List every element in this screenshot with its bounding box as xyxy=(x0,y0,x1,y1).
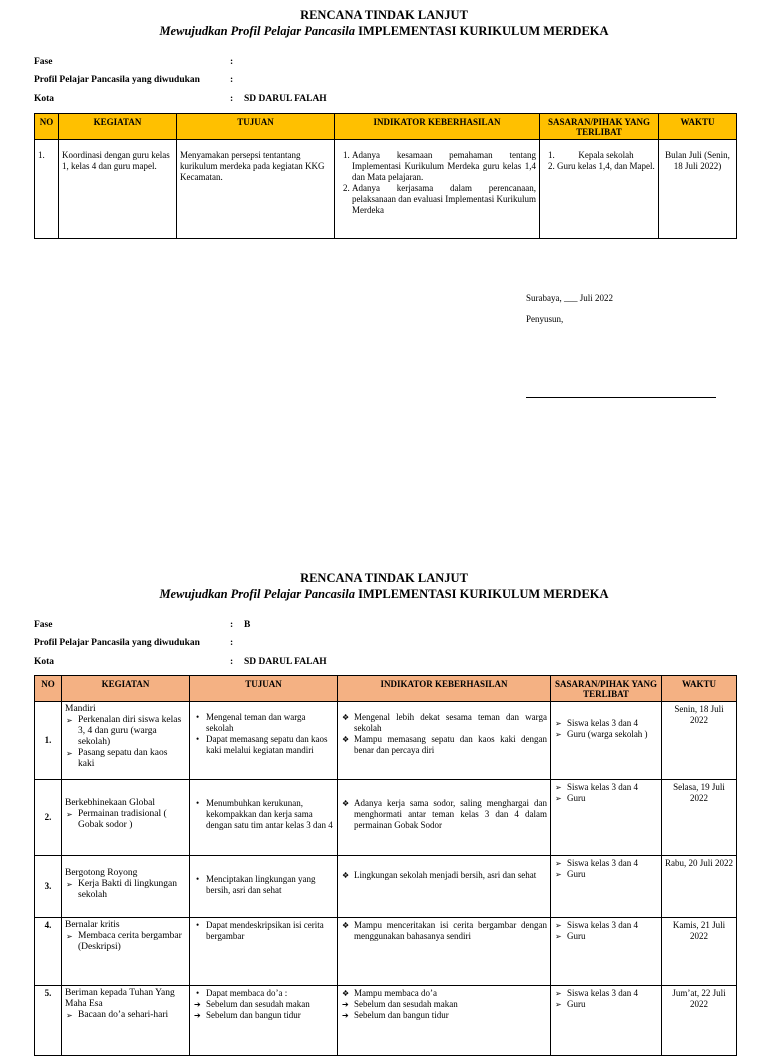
cell-sasaran xyxy=(551,986,662,1056)
meta-label: Kota xyxy=(34,657,55,667)
list-item: ➢ Membaca cerita bergambar (Deskripsi) xyxy=(78,931,186,953)
table-row xyxy=(35,918,737,986)
list-item: ❖ Adanya kerja sama sodor, saling menghargai dan menghormati antar teman kelas 3 dan 4 dalam permainan Gobak Sodor xyxy=(354,798,547,831)
cell-no: 1. xyxy=(35,702,62,780)
kegiatan-title: Beriman kepada Tuhan Yang Maha Esa xyxy=(65,988,175,1009)
list-item: ➔ Sebelum dan sesudah makan xyxy=(206,999,334,1010)
cell-tujuan xyxy=(190,986,338,1056)
list-item: ❖ Mengenal lebih dekat sesama teman dan warga sekolah xyxy=(354,712,547,734)
table-header-row xyxy=(35,114,737,140)
cell-kegiatan xyxy=(62,918,190,986)
cell-sasaran xyxy=(551,856,662,918)
list-item: ➢ Guru xyxy=(567,869,658,880)
cell-tujuan xyxy=(190,856,338,918)
place-date: Surabaya, ___ Juli 2022 xyxy=(526,293,613,303)
cell-sasaran xyxy=(551,780,662,856)
list-item: ➢ Permainan tradisional ( Gobak sodor ) xyxy=(78,809,186,831)
doc1-subtitle-italic: Mewujudkan Profil Pelajar Pancasila xyxy=(159,24,355,38)
cell-indikator xyxy=(338,986,551,1056)
list-item: ❖ Lingkungan sekolah menjadi bersih, asri dan sehat xyxy=(354,870,547,881)
header-waktu: WAKTU xyxy=(659,114,737,140)
table-row xyxy=(35,986,737,1056)
list-item: ➢ Guru xyxy=(567,999,658,1010)
meta-value: SD DARUL FALAH xyxy=(244,94,327,104)
cell-waktu: Senin, 18 Juli 2022 xyxy=(662,702,737,780)
header-kegiatan: KEGIATAN xyxy=(59,114,177,140)
header-indikator: INDIKATOR KEBERHASILAN xyxy=(338,676,551,702)
list-item: ➢ Pasang sepatu dan kaos kaki xyxy=(78,748,186,770)
doc2-subtitle-rest: IMPLEMENTASI KURIKULUM MERDEKA xyxy=(354,587,609,601)
kegiatan-title: Mandiri xyxy=(65,704,96,714)
sasaran-text: Kepala sekolah xyxy=(578,150,634,160)
header-sasaran: SASARAN/PIHAK YANG TERLIBAT xyxy=(540,114,659,140)
header-indikator: INDIKATOR KEBERHASILAN xyxy=(335,114,540,140)
cell-sasaran xyxy=(551,918,662,986)
list-item: ➢ Bacaan do’a sehari-hari xyxy=(78,1010,186,1021)
table-row xyxy=(35,140,737,239)
doc2-subtitle xyxy=(0,586,768,602)
kegiatan-title: Berkebhinekaan Global xyxy=(65,798,155,808)
cell-indikator xyxy=(338,918,551,986)
list-item: • Menumbuhkan kerukunan, kekompakkan dan kerja sama dengan satu tim antar kelas 3 dan 4 xyxy=(206,798,334,831)
table-header-row xyxy=(35,676,737,702)
list-item: ➢ Guru (warga sekolah ) xyxy=(567,729,658,740)
signature-line xyxy=(526,397,716,398)
cell-no: 3. xyxy=(35,856,62,918)
list-item: ➢ Kerja Bakti di lingkungan sekolah xyxy=(78,879,186,901)
header-no: NO xyxy=(35,114,59,140)
list-item: ➢ Guru xyxy=(567,931,658,942)
header-tujuan: TUJUAN xyxy=(177,114,335,140)
doc1-plan-table xyxy=(34,113,737,239)
meta-label: Fase xyxy=(34,57,53,67)
cell-indikator xyxy=(338,780,551,856)
cell-kegiatan: Koordinasi dengan guru kelas 1, kelas 4 dan guru mapel. xyxy=(59,140,177,239)
doc2-title: RENCANA TINDAK LANJUT xyxy=(300,571,468,585)
doc1-title: RENCANA TINDAK LANJUT xyxy=(300,8,468,22)
list-item: • Dapat membaca do’a : xyxy=(206,988,334,999)
cell-waktu: Selasa, 19 Juli 2022 xyxy=(662,780,737,856)
list-item: ❖ Mampu membaca do’a xyxy=(354,988,547,999)
doc2-plan-table xyxy=(34,675,737,1056)
list-item: ➢ Siswa kelas 3 dan 4 xyxy=(567,782,658,793)
doc1-subtitle xyxy=(0,23,768,39)
meta-label: Profil Pelajar Pancasila yang diwudukan xyxy=(34,75,200,85)
list-item: ➢ Siswa kelas 3 dan 4 xyxy=(567,920,658,931)
header-kegiatan: KEGIATAN xyxy=(62,676,190,702)
list-item: ➢ Siswa kelas 3 dan 4 xyxy=(567,988,658,999)
cell-indikator xyxy=(338,702,551,780)
cell-waktu: Jum’at, 22 Juli 2022 xyxy=(662,986,737,1056)
cell-tujuan: Menyamakan persepsi tentantang kurikulum merdeka pada kegiatan KKG Kecamatan. xyxy=(177,140,335,239)
list-item: ➢ Perkenalan diri siswa kelas 3, 4 dan guru (warga sekolah) xyxy=(78,715,186,748)
kegiatan-title: Bernalar kritis xyxy=(65,920,120,930)
table-row xyxy=(35,856,737,918)
list-item: ➔ Sebelum dan bangun tidur xyxy=(354,1010,547,1021)
cell-sasaran xyxy=(540,140,659,239)
list-item: ➢ Siswa kelas 3 dan 4 xyxy=(567,718,658,729)
meta-label: Fase xyxy=(34,620,53,630)
meta-value: B xyxy=(244,620,251,630)
list-item: 2. Adanya kerjasama dalam perencanaan, pelaksanaan dan evaluasi Implementasi Kurikulum Merdeka xyxy=(352,183,536,216)
list-item: ➢ Guru xyxy=(567,793,658,804)
table-row xyxy=(35,702,737,780)
header-no: NO xyxy=(35,676,62,702)
list-item: 1. Adanya kesamaan pemahaman tentang Implementasi Kurikulum Merdeka guru kelas 1,4 dan Mata pelajaran. xyxy=(352,150,536,183)
cell-indikator xyxy=(338,856,551,918)
cell-waktu: Bulan Juli (Senin, 18 Juli 2022) xyxy=(659,140,737,239)
doc1-subtitle-rest: IMPLEMENTASI KURIKULUM MERDEKA xyxy=(354,24,609,38)
cell-no: 1. xyxy=(35,140,59,239)
list-item: ➔ Sebelum dan bangun tidur xyxy=(206,1010,334,1021)
cell-tujuan xyxy=(190,702,338,780)
meta-label: Profil Pelajar Pancasila yang diwudukan xyxy=(34,638,200,648)
list-item: • Dapat mendeskripsikan isi cerita bergambar xyxy=(206,920,334,942)
cell-waktu: Kamis, 21 Juli 2022 xyxy=(662,918,737,986)
meta-value: SD DARUL FALAH xyxy=(244,657,327,667)
list-item: ❖ Mampu memasang sepatu dan kaos kaki dengan benar dan percaya diri xyxy=(354,734,547,756)
header-tujuan: TUJUAN xyxy=(190,676,338,702)
cell-sasaran xyxy=(551,702,662,780)
list-item: • Menciptakan lingkungan yang bersih, asri dan sehat xyxy=(206,874,334,896)
penyusun-label: Penyusun, xyxy=(526,314,564,324)
table-row xyxy=(35,780,737,856)
list-item: ➔ Sebelum dan sesudah makan xyxy=(354,999,547,1010)
cell-kegiatan xyxy=(62,986,190,1056)
cell-tujuan xyxy=(190,780,338,856)
cell-tujuan xyxy=(190,918,338,986)
list-item: • Mengenal teman dan warga sekolah xyxy=(206,712,334,734)
list-item xyxy=(557,150,655,161)
list-item: ❖ Mampu menceritakan isi cerita bergambar dengan menggunakan bahasanya sendiri xyxy=(354,920,547,942)
cell-kegiatan xyxy=(62,856,190,918)
kegiatan-title: Bergotong Royong xyxy=(65,868,138,878)
cell-no: 5. xyxy=(35,986,62,1056)
cell-waktu: Rabu, 20 Juli 2022 xyxy=(662,856,737,918)
doc2-subtitle-italic: Mewujudkan Profil Pelajar Pancasila xyxy=(159,587,355,601)
list-item: ➢ Siswa kelas 3 dan 4 xyxy=(567,858,658,869)
header-sasaran: SASARAN/PIHAK YANG TERLIBAT xyxy=(551,676,662,702)
meta-label: Kota xyxy=(34,94,55,104)
cell-no: 2. xyxy=(35,780,62,856)
cell-kegiatan xyxy=(62,780,190,856)
list-item: 2. Guru kelas 1,4, dan Mapel. xyxy=(557,161,655,172)
cell-indikator xyxy=(335,140,540,239)
cell-no: 4. xyxy=(35,918,62,986)
list-item: • Dapat memasang sepatu dan kaos kaki melalui kegiatan mandiri xyxy=(206,734,334,756)
header-waktu: WAKTU xyxy=(662,676,737,702)
cell-kegiatan xyxy=(62,702,190,780)
